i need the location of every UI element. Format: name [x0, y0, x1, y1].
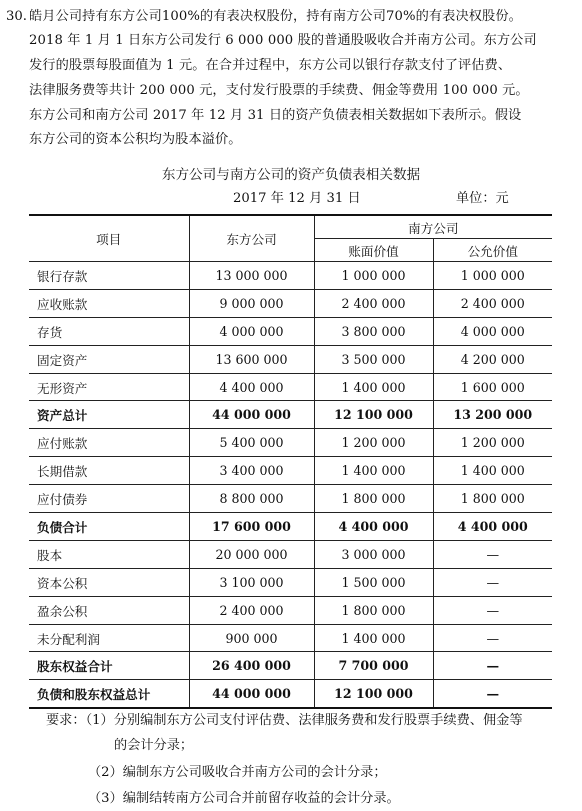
cell-item: 应收账款: [29, 289, 189, 317]
table-row: [29, 513, 552, 541]
table-date: 2017 年 12 月 31 日: [233, 191, 361, 206]
cell-fair: —: [433, 652, 552, 680]
table-row: [29, 401, 552, 429]
table-row: [29, 429, 552, 457]
cell-item: 盈余公积: [29, 596, 189, 624]
cell-book: 1 000 000: [314, 262, 433, 290]
header-south: 南方公司: [314, 215, 552, 239]
cell-fair: —: [433, 540, 552, 568]
cell-book: 3 000 000: [314, 540, 433, 568]
table-row: [29, 596, 552, 624]
cell-book: 1 400 000: [314, 457, 433, 485]
cell-east: 44 000 000: [189, 401, 314, 429]
header-book-value: 账面价值: [314, 239, 433, 262]
cell-book: 7 700 000: [314, 652, 433, 680]
table-row: [29, 345, 552, 373]
table-row: [29, 373, 552, 401]
requirement-3: （3）编制结转南方公司合并前留存收益的会计分录。: [88, 791, 400, 806]
cell-item: 固定资产: [29, 345, 189, 373]
cell-fair: 13 200 000: [433, 401, 552, 429]
question-line-6: 东方公司的资本公积均为股本溢价。: [29, 132, 242, 147]
cell-east: 900 000: [189, 624, 314, 652]
cell-book: 1 500 000: [314, 568, 433, 596]
cell-east: 2 400 000: [189, 596, 314, 624]
cell-item: 无形资产: [29, 373, 189, 401]
table-row: [29, 680, 552, 708]
question-line-3: 发行的股票每股面值为 1 元。在合并过程中，东方公司以银行存款支付了评估费、: [29, 58, 512, 73]
cell-fair: —: [433, 596, 552, 624]
cell-east: 4 000 000: [189, 317, 314, 345]
cell-book: 3 800 000: [314, 317, 433, 345]
cell-east: 17 600 000: [189, 513, 314, 541]
cell-item: 长期借款: [29, 457, 189, 485]
cell-east: 4 400 000: [189, 373, 314, 401]
cell-east: 5 400 000: [189, 429, 314, 457]
table-caption: 东方公司与南方公司的资产负债表相关数据: [161, 167, 421, 183]
cell-item: 存货: [29, 317, 189, 345]
cell-book: 3 500 000: [314, 345, 433, 373]
cell-book: 2 400 000: [314, 289, 433, 317]
cell-east: 9 000 000: [189, 289, 314, 317]
cell-fair: 4 000 000: [433, 317, 552, 345]
cell-fair: 4 200 000: [433, 345, 552, 373]
cell-fair: 1 800 000: [433, 485, 552, 513]
table-row: [29, 457, 552, 485]
cell-fair: 2 400 000: [433, 289, 552, 317]
cell-book: 1 400 000: [314, 373, 433, 401]
requirement-1-continued: 的会计分录；: [114, 738, 194, 753]
cell-item: 银行存款: [29, 262, 189, 290]
cell-book: 1 800 000: [314, 596, 433, 624]
cell-east: 8 800 000: [189, 485, 314, 513]
cell-item: 未分配利润: [29, 624, 189, 652]
table-row: [29, 485, 552, 513]
cell-item: 负债合计: [29, 513, 189, 541]
table-row: [29, 262, 552, 290]
cell-item: 股东权益合计: [29, 652, 189, 680]
cell-fair: 1 600 000: [433, 373, 552, 401]
question-line-1: 皓月公司持有东方公司100%的有表决权股份，持有南方公司70%的有表决权股份。: [29, 9, 522, 24]
cell-book: 1 800 000: [314, 485, 433, 513]
cell-book: 12 100 000: [314, 401, 433, 429]
cell-book: 4 400 000: [314, 513, 433, 541]
cell-book: 12 100 000: [314, 680, 433, 708]
header-fair-value: 公允价值: [433, 239, 552, 262]
cell-book: 1 200 000: [314, 429, 433, 457]
cell-fair: —: [433, 624, 552, 652]
cell-east: 44 000 000: [189, 680, 314, 708]
cell-item: 负债和股东权益总计: [29, 680, 189, 708]
cell-east: 20 000 000: [189, 540, 314, 568]
table-row: [29, 624, 552, 652]
cell-east: 13 600 000: [189, 345, 314, 373]
table-body: [29, 262, 552, 709]
cell-item: 资本公积: [29, 568, 189, 596]
cell-item: 股本: [29, 540, 189, 568]
table-row: [29, 317, 552, 345]
cell-fair: —: [433, 568, 552, 596]
cell-east: 13 000 000: [189, 262, 314, 290]
table-row: [29, 568, 552, 596]
cell-item: 资产总计: [29, 401, 189, 429]
header-item: 项目: [29, 215, 189, 262]
requirement-1: 要求：（1）分别编制东方公司支付评估费、法律服务费和发行股票手续费、佣金等: [46, 713, 523, 728]
cell-east: 26 400 000: [189, 652, 314, 680]
cell-east: 3 100 000: [189, 568, 314, 596]
cell-item: 应付债券: [29, 485, 189, 513]
cell-fair: —: [433, 680, 552, 708]
cell-fair: 1 000 000: [433, 262, 552, 290]
cell-fair: 1 200 000: [433, 429, 552, 457]
question-line-5: 东方公司和南方公司 2017 年 12 月 31 日的资产负债表相关数据如下表所示。假设: [29, 108, 522, 123]
table-row: [29, 289, 552, 317]
table-row: [29, 540, 552, 568]
requirement-2: （2）编制东方公司吸收合并南方公司的会计分录；: [88, 765, 387, 780]
table-row: [29, 652, 552, 680]
cell-fair: 4 400 000: [433, 513, 552, 541]
cell-book: 1 400 000: [314, 624, 433, 652]
table-unit: 单位：元: [456, 191, 509, 206]
question-line-4: 法律服务费等共计 200 000 元，支付发行股票的手续费、佣金等费用 100 000 元。: [29, 83, 529, 98]
question-number: 30.: [6, 9, 27, 24]
header-east: 东方公司: [189, 215, 314, 262]
cell-east: 3 400 000: [189, 457, 314, 485]
question-line-2: 2018 年 1 月 1 日东方公司发行 6 000 000 股的普通股吸收合并南方公司。东方公司: [29, 33, 537, 48]
balance-sheet-table: [29, 214, 552, 709]
cell-item: 应付账款: [29, 429, 189, 457]
cell-fair: 1 400 000: [433, 457, 552, 485]
